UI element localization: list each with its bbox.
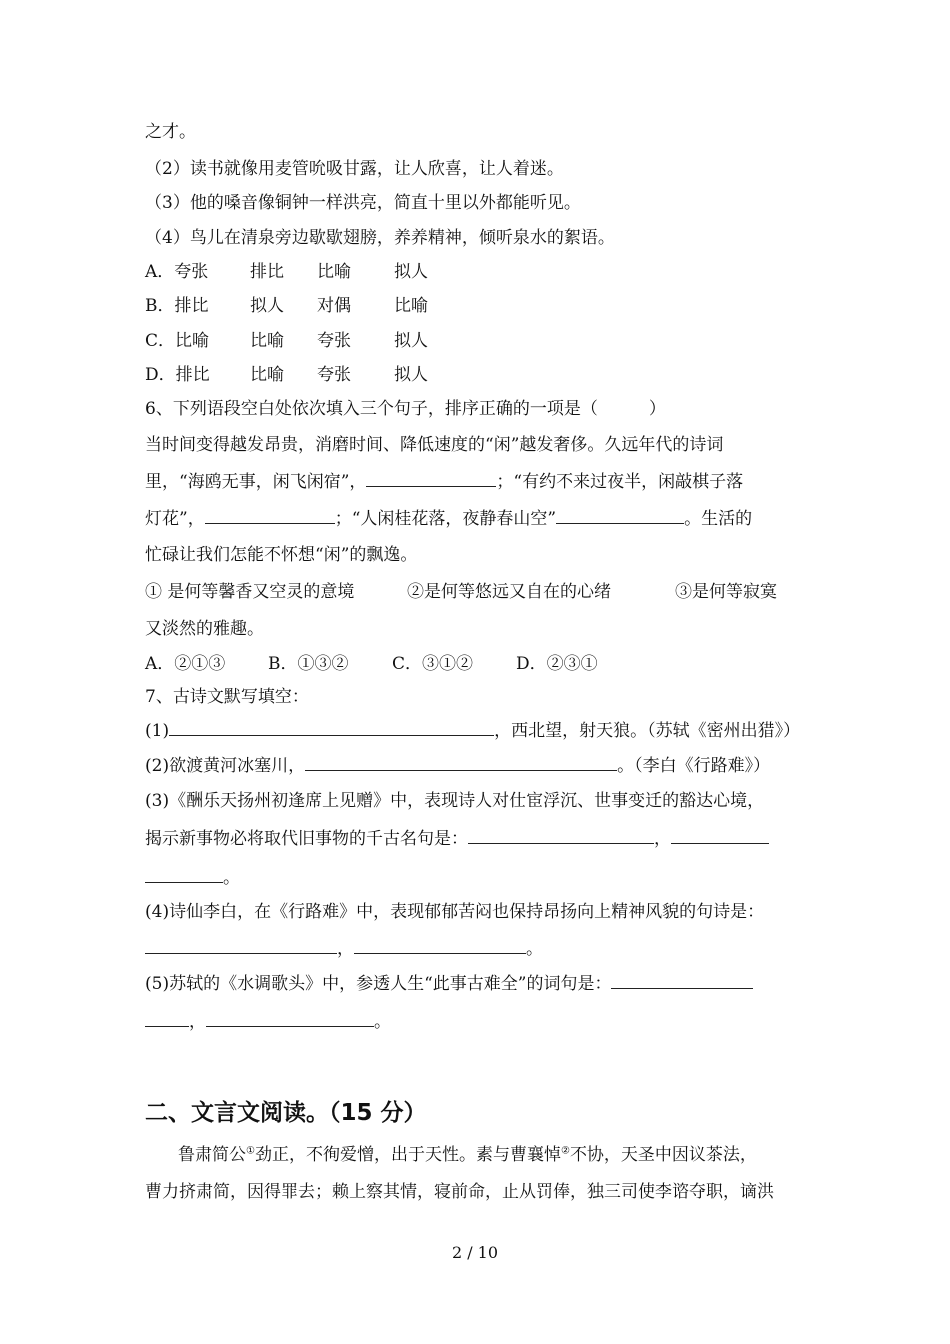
footnote-mark: ①: [246, 1145, 255, 1157]
section-heading: 二、文言文阅读。（15 分）: [145, 1100, 427, 1126]
answer-blank[interactable]: [671, 827, 769, 844]
text-segment: (5)苏轼的《水调歌头》中，参透人生“此事古难全”的词句是：: [145, 974, 612, 994]
text-line-prev: 之才。: [145, 122, 196, 142]
answer-blank[interactable]: [611, 972, 753, 989]
q5-option-d: [145, 363, 428, 387]
q7-item-3-end: [145, 866, 240, 890]
q5-item-2: （2）读书就像用麦管吮吸甘露，让人欣喜，让人着迷。: [145, 159, 564, 179]
option-label: C．比喻: [145, 331, 210, 351]
option-cell: 拟人: [250, 296, 284, 316]
text-segment: ，: [654, 829, 671, 849]
passage-line: [178, 1143, 757, 1167]
q6-choice-2: ②是何等悠远又自在的心绪: [407, 582, 611, 602]
option-cell: 拟人: [394, 262, 428, 282]
text-segment: 。: [223, 868, 240, 888]
text-segment: 。生活的: [684, 509, 753, 529]
q5-option-a: [145, 260, 428, 284]
q7-item-3: (3)《酬乐天扬州初逢席上见赠》中，表现诗人对仕宦浮沉、世事变迁的豁达心境，: [145, 791, 765, 811]
q7-item-5-cont: [145, 1010, 391, 1034]
q6-options: [145, 652, 598, 676]
option-label: B．排比: [145, 296, 209, 316]
option-cell: 比喻: [250, 331, 284, 351]
text-segment: ，西北望，射天狼。（苏轼《密州出猎》）: [494, 721, 801, 741]
q6-passage-line: [145, 470, 743, 494]
text-segment: ；“人闲桂花落，夜静春山空”: [334, 509, 557, 529]
option-cell: 比喻: [394, 296, 428, 316]
q6-choice-1: ① 是何等馨香又空灵的意境: [145, 582, 355, 602]
q6-option-c: C．③①②: [392, 654, 474, 674]
q5-item-3: （3）他的嗓音像铜钟一样洪亮，简直十里以外都能听见。: [145, 193, 581, 213]
q6-option-b: B．①③②: [268, 654, 349, 674]
option-cell: 比喻: [317, 262, 351, 282]
q7-item-5: [145, 972, 753, 996]
text-segment: (1): [145, 721, 170, 741]
text-segment: 。: [374, 1012, 391, 1032]
answer-blank[interactable]: [145, 866, 223, 883]
q5-option-b: [145, 294, 428, 318]
answer-blank[interactable]: [145, 1010, 189, 1027]
answer-blank[interactable]: [305, 754, 617, 771]
text-segment: 灯花”，: [145, 509, 205, 529]
passage-line: 曹力挤肃简，因得罪去；赖上察其情，寝前命，止从罚俸，独三司使李谘夺职，谪洪: [145, 1182, 774, 1202]
q6-option-a: A．②①③: [145, 654, 226, 674]
text-segment: ，: [337, 939, 354, 959]
text-segment: 。（李白《行路难》）: [617, 756, 771, 776]
q6-passage-line: 当时间变得越发昂贵，消磨时间、降低速度的“闲”越发奢侈。久远年代的诗词: [145, 435, 724, 455]
answer-blank[interactable]: [468, 827, 654, 844]
q6-stem: 6、下列语段空白处依次填入三个句子，排序正确的一项是（ ）: [145, 399, 666, 419]
option-label: A．夸张: [145, 262, 209, 282]
option-cell: 夸张: [317, 331, 351, 351]
option-label: D．排比: [145, 365, 210, 385]
option-cell: 对偶: [317, 296, 351, 316]
answer-blank[interactable]: [206, 1010, 374, 1027]
option-cell: 拟人: [394, 331, 428, 351]
answer-blank[interactable]: [366, 470, 496, 487]
answer-blank[interactable]: [169, 719, 494, 736]
q7-item-4-cont: [145, 937, 543, 961]
q7-item-4: (4)诗仙李白，在《行路难》中，表现郁郁苦闷也保持昂扬向上精神风貌的句诗是：: [145, 902, 765, 922]
text-segment: 里，“海鸥无事，闲飞闲宿”，: [145, 472, 367, 492]
answer-blank[interactable]: [145, 937, 337, 954]
page-number: 2 / 10: [451, 1243, 499, 1262]
option-cell: 拟人: [394, 365, 428, 385]
text-segment: ，: [189, 1012, 206, 1032]
q6-choices-cont: 又淡然的雅趣。: [145, 619, 264, 639]
option-cell: 比喻: [250, 365, 284, 385]
q6-choices: [145, 580, 777, 604]
text-segment: ；“有约不来过夜半，闲敲棋子落: [496, 472, 744, 492]
text-segment: 揭示新事物必将取代旧事物的千古名句是：: [145, 829, 468, 849]
text-segment: 不协，天圣中因议茶法，: [569, 1145, 757, 1165]
text-segment: 劲正，不徇爱憎，出于天性。素与曹襄悼: [254, 1145, 561, 1165]
text-segment: 。: [526, 939, 543, 959]
q5-option-c: [145, 329, 428, 353]
option-cell: 排比: [250, 262, 284, 282]
text-segment: (2)欲渡黄河冰塞川，: [145, 756, 306, 776]
footnote-mark: ②: [560, 1145, 570, 1157]
answer-blank[interactable]: [205, 507, 335, 524]
q7-item-2: [145, 754, 770, 778]
q5-item-4: （4）鸟儿在清泉旁边歇歇翅膀，养养精神，倾听泉水的絮语。: [145, 228, 615, 248]
q6-choice-3: ③是何等寂寞: [675, 582, 777, 602]
answer-blank[interactable]: [354, 937, 526, 954]
q6-passage-line: 忙碌让我们怎能不怀想“闲”的飘逸。: [145, 545, 418, 565]
option-cell: 夸张: [317, 365, 351, 385]
text-segment: 鲁肃简公: [178, 1145, 246, 1165]
q7-item-3-cont: [145, 827, 769, 851]
q7-stem: 7、古诗文默写填空：: [145, 687, 309, 707]
q6-passage-line: [145, 507, 752, 531]
answer-blank[interactable]: [556, 507, 684, 524]
q6-option-d: D．②③①: [516, 654, 598, 674]
q7-item-1: [145, 719, 800, 743]
